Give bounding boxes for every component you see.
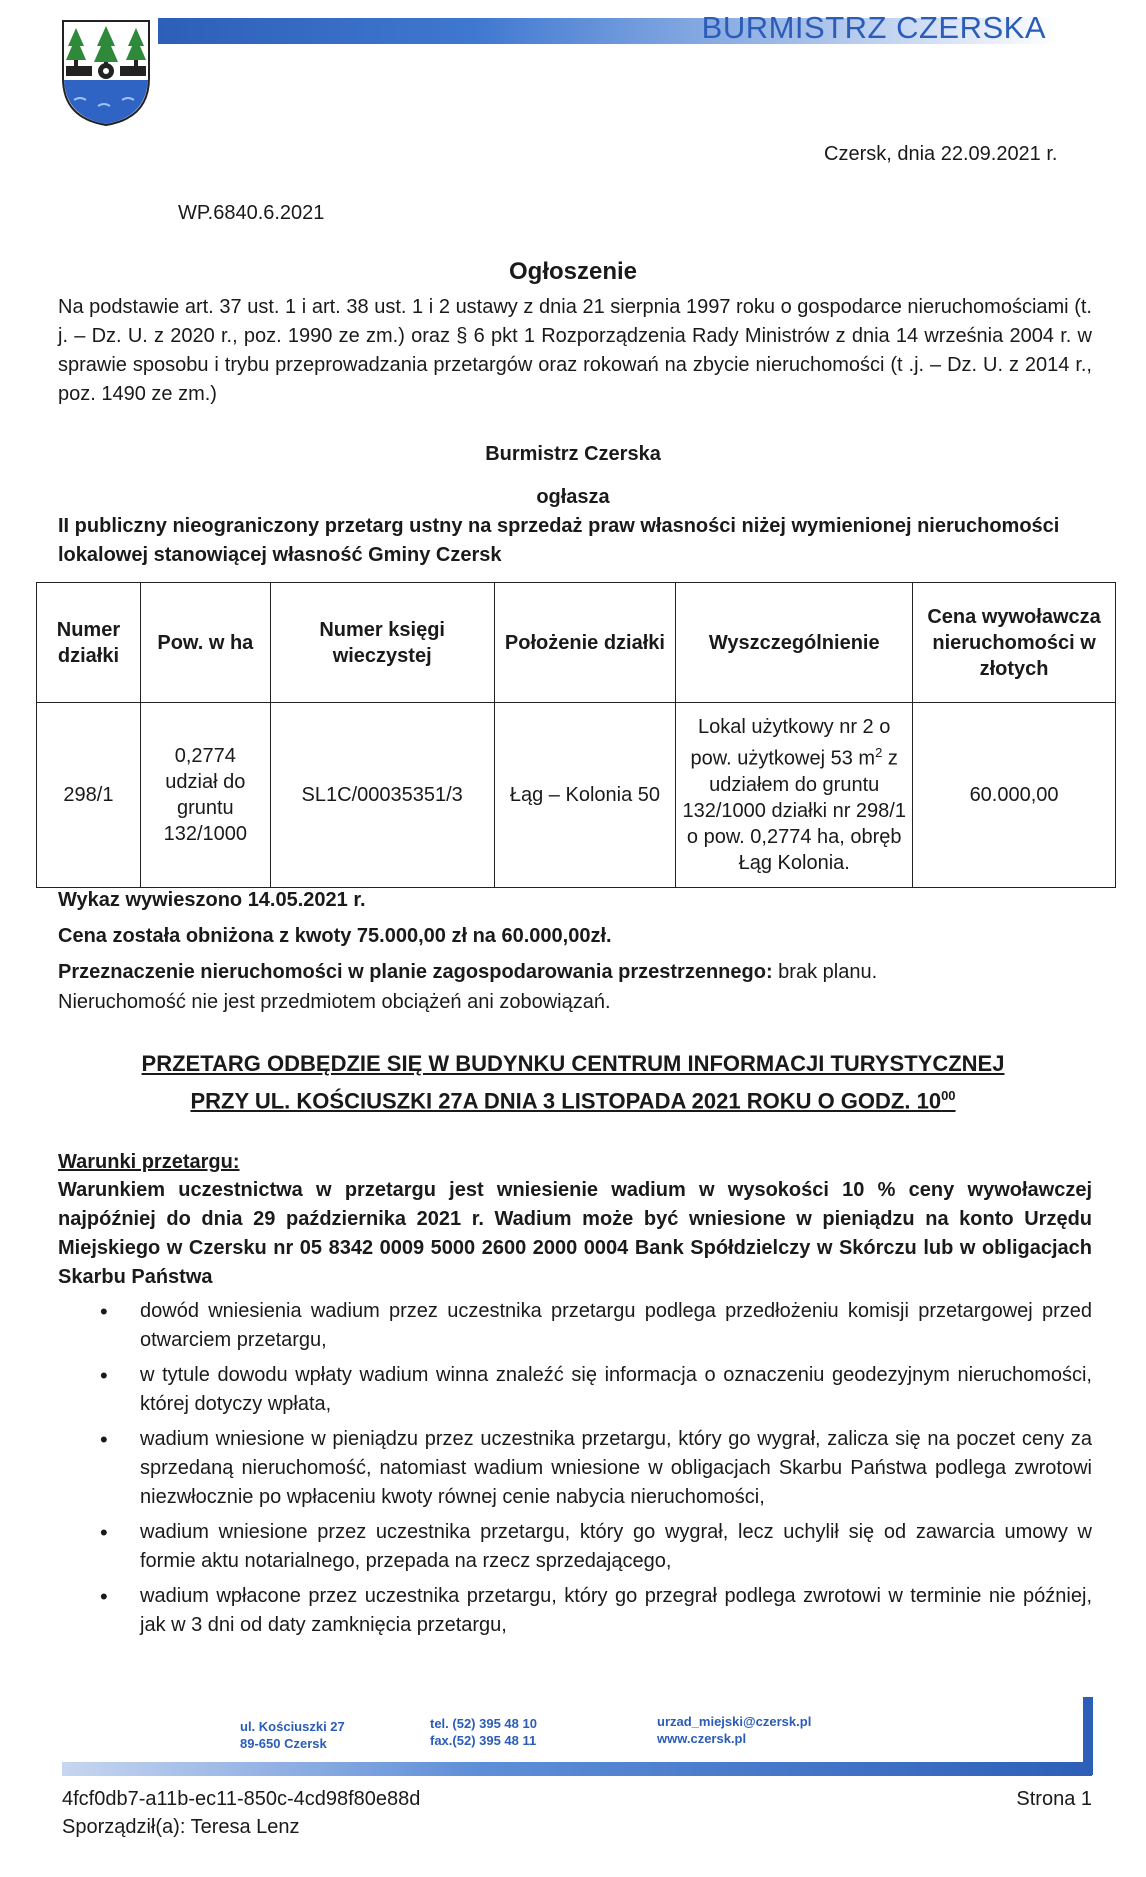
zoning-value: brak planu.: [772, 961, 878, 983]
list-item: • dowód wniesienia wadium przez uczestnika przetargu podlega przedłożeniu komisji przetargowej przed otwarciem przetargu,: [58, 1297, 1092, 1355]
prepared-by: Sporządził(a): Teresa Lenz: [62, 1816, 300, 1838]
footer-email: urzad_miejski@czersk.pl: [657, 1714, 812, 1729]
table-header-row: [37, 583, 1116, 703]
place-date: Czersk, dnia 22.09.2021 r.: [824, 143, 1058, 165]
document-id: 4fcf0db7-a11b-ec11-850c-4cd98f80e88d: [62, 1788, 421, 1810]
header-area: Pow. w ha: [140, 583, 270, 703]
header-specification: Wyszczególnienie: [676, 583, 913, 703]
header-land-register: Numer księgi wieczystej: [270, 583, 494, 703]
footer-www: www.czersk.pl: [657, 1731, 747, 1746]
municipal-crest-icon: [60, 18, 152, 128]
legal-basis-paragraph: Na podstawie art. 37 ust. 1 i art. 38 ust. 1 i 2 ustawy z dnia 21 sierpnia 1997 roku o gospodarce nieruchomościami (t. j. – Dz. U. z 2020 r., poz. 1990 ze zm.) oraz § 6 pkt 1 Rozporządzenia Rady Ministrów z dnia 14 września 2004 r. w sprawie sposobu i trybu przeprowadzania przetargów oraz rokowań na zbycie nieruchomości (t .j. – Dz. U. z 2014 r., poz. 1490 ze zm.): [58, 296, 1092, 405]
spec-text-end: z udziałem do gruntu 132/1000 działki nr 298/1 o pow. 0,2774 ha, obręb Łąg Kolonia.: [682, 747, 906, 874]
area-share: udział do gruntu 132/1000: [163, 771, 248, 845]
property-table: [36, 582, 1116, 888]
list-item: • wadium wniesione przez uczestnika przetargu, który go wygrał, lecz uchylił się od zawarcia umowy w formie aktu notarialnego, przepada na rzecz sprzedającego,: [58, 1518, 1092, 1576]
footer-tel: tel. (52) 395 48 10: [430, 1716, 537, 1731]
auction-subject: II publiczny nieograniczony przetarg ustny na sprzedaż praw własności niżej wymienionej nieruchomości lokalowej stanowiącej własność Gminy Czersk: [58, 515, 1060, 566]
posted-note: Wykaz wywieszono 14.05.2021 r.: [58, 889, 366, 911]
conditions-list: [58, 1297, 1092, 1646]
cell-plot-number: 298/1: [37, 703, 141, 888]
cell-area: [140, 703, 270, 888]
list-item: • wadium wpłacone przez uczestnika przetargu, który go przegrał podlega zwrotowi w terminie nie później, jak w 3 dni od daty zamknięcia przetargu,: [58, 1582, 1092, 1640]
footer-fax: fax.(52) 395 48 11: [430, 1733, 537, 1748]
reference-number: WP.6840.6.2021: [178, 202, 325, 224]
cell-land-register: SL1C/00035351/3: [270, 703, 494, 888]
area-value: 0,2774: [174, 745, 236, 767]
footer-phone: [430, 1715, 537, 1749]
venue-line-2: [0, 1080, 1146, 1116]
footer-address: [240, 1718, 345, 1752]
table-row: [37, 703, 1116, 888]
issuer: Burmistrz Czerska: [485, 443, 661, 465]
page-number: Strona 1: [1016, 1788, 1092, 1810]
cell-specification: [676, 703, 913, 888]
encumbrance-note: Nieruchomość nie jest przedmiotem obciążeń ani zobowiązań.: [58, 991, 611, 1013]
venue-date-time: PRZY UL. KOŚCIUSZKI 27A DNIA 3 LISTOPADA 2021 ROKU O GODZ. 10: [190, 1088, 942, 1114]
venue-line-1: PRZETARG ODBĘDZIE SIĘ W BUDYNKU CENTRUM INFORMACJI TURYSTYCZNEJ: [141, 1051, 1005, 1076]
list-item: • w tytule dowodu wpłaty wadium winna znaleźć się informacja o oznaczeniu geodezyjnym nieruchomości, której dotyczy wpłata,: [58, 1361, 1092, 1419]
footer-gradient-bar: [62, 1762, 1092, 1776]
footer-address-city: 89-650 Czersk: [240, 1736, 327, 1751]
cell-location: Łąg – Kolonia 50: [494, 703, 676, 888]
document-title: Ogłoszenie: [508, 258, 638, 285]
header-plot-number: Numer działki: [37, 583, 141, 703]
header-title: BURMISTRZ CZERSKA: [701, 10, 1046, 45]
footer-online: [657, 1713, 811, 1747]
footer-address-street: ul. Kościuszki 27: [240, 1719, 345, 1734]
cell-price: 60.000,00: [913, 703, 1116, 888]
venue-time-minutes: 00: [941, 1088, 956, 1103]
spec-text-start: Lokal użytkowy nr 2 o pow. użytkowej 53 m: [690, 716, 891, 770]
list-item: • wadium wniesione w pieniądzu przez uczestnika przetargu, który go wygrał, zalicza się na poczet ceny za sprzedaną nieruchomość, natomiast wadium wniesione w obligacjach Skarbu Państwa podlega zwrotowi niezwłocznie po wpłaceniu kwoty równej cenie nabycia nieruchomości,: [58, 1425, 1092, 1512]
spec-superscript: 2: [875, 745, 883, 761]
conditions-main: Warunkiem uczestnictwa w przetargu jest wniesienie wadium w wysokości 10 % ceny wywoławczej najpóźniej do dnia 29 października 2021 r. Wadium może być wniesione w pieniądzu na konto Urzędu Miejskiego w Czersku nr 05 8342 0009 5000 2600 2000 0004 Bank Spółdzielczy w Skórczu lub w obligacjach Skarbu Państwa: [58, 1179, 1092, 1288]
header-price: Cena wywoławcza nieruchomości w złotych: [913, 583, 1116, 703]
zoning-label: Przeznaczenie nieruchomości w planie zagospodarowania przestrzennego:: [58, 961, 773, 983]
price-reduction-note: Cena została obniżona z kwoty 75.000,00 zł na 60.000,00zł.: [58, 925, 612, 947]
header-location: Położenie działki: [494, 583, 676, 703]
zoning-note: [58, 958, 877, 987]
conditions-heading: Warunki przetargu:: [58, 1151, 240, 1173]
announces-word: ogłasza: [536, 486, 610, 508]
